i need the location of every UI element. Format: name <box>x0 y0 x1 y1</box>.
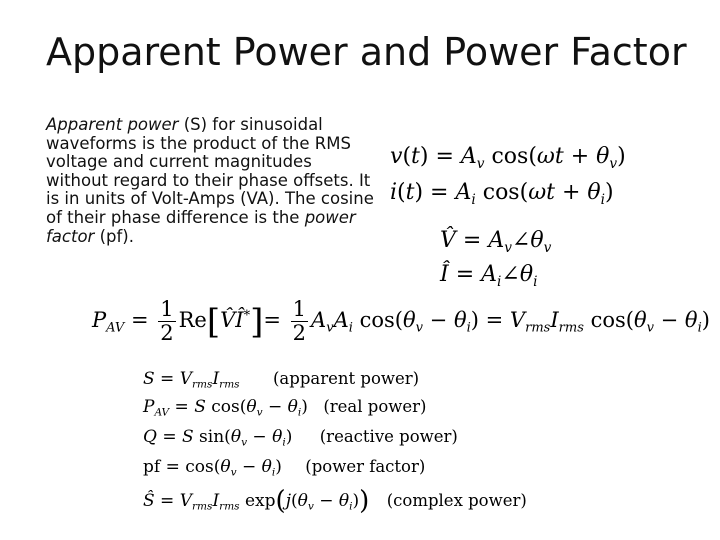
eq-voltage-phasor: V̂ = $A_v\angle\theta_v$ <box>440 228 552 256</box>
label-complex-power: (complex power) <box>386 491 527 510</box>
label-apparent-power: (apparent power) <box>273 369 420 388</box>
eq-power-factor: pf = $\cos(\theta_v - \theta_i)$ (power factor) <box>143 457 426 479</box>
term-power-factor: power factor <box>46 207 356 246</box>
eq-complex-power: Ŝ = $V_{rms}I_{rms}$ $\exp(j(\theta_v - \theta_i))$ (complex power) <box>143 486 527 516</box>
eq-voltage-time: $v(t) = A_v$ $\cos(\omega t + \theta_v)$ <box>390 144 626 172</box>
eq-apparent-power: $S = V_{rms}I_{rms}$ (apparent power) <box>143 369 420 391</box>
eq-real-power: $P_{AV} = S$ $\cos(\theta_v - \theta_i)$ (real power) <box>143 397 427 419</box>
body-text-1: (S) for sinusoidal waveforms is the product of the RMS voltage and current magnitudes without regard to their phase offsets. It is in units of Volt-Amps (VA). The cosine of their phase difference is the <box>46 115 374 227</box>
body-text-2: (pf). <box>94 226 134 246</box>
label-reactive-power: (reactive power) <box>319 427 458 446</box>
label-real-power: (real power) <box>323 397 427 416</box>
label-power-factor: (power factor) <box>305 457 426 476</box>
eq-current-time: $i(t) = A_i$ $\cos(\omega t + \theta_i)$ <box>390 180 614 208</box>
eq-reactive-power: Q = S $\sin(\theta_v - \theta_i)$ (reactive power) <box>143 427 458 449</box>
eq-current-phasor: Î = $A_i\angle\theta_i$ <box>440 262 538 290</box>
slide-title: Apparent Power and Power Factor <box>46 30 687 74</box>
term-apparent-power: Apparent power <box>46 115 179 134</box>
eq-average-power: $P_{AV}$ = $\frac{1}{2}$ Re[V̂Î*]= $\frac{1}{2}$ $A_vA_i$ $\cos(\theta_v - \theta_i) = V_{rms}I_{rms}$ $\cos(\theta_v - \theta_i)$ <box>92 297 710 346</box>
body-paragraph <box>46 116 376 246</box>
